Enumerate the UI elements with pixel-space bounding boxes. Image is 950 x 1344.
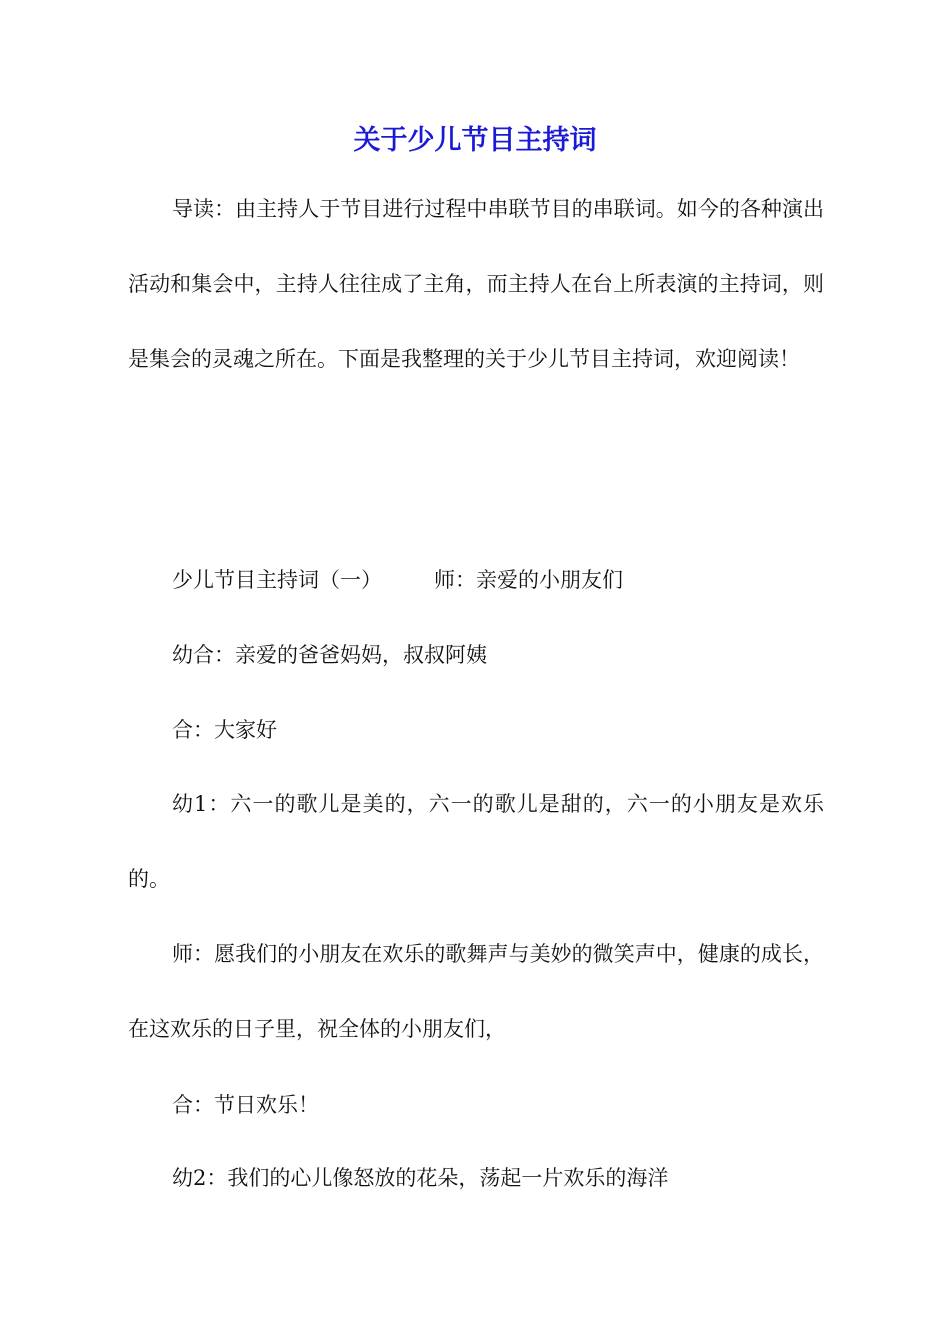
script-line: 幼2：我们的心儿像怒放的花朵，荡起一片欢乐的海洋 [172,1166,669,1190]
document-title: 关于少儿节目主持词 [353,125,597,156]
script-line: 合：节日欢乐！ [172,1093,319,1117]
intro-paragraph: 导读：由主持人于节目进行过程中串联节目的串联词。如今的各种演出活动和集会中，主持人往往成了主角，而主持人在台上所表演的主持词，则是集会的灵魂之所在。下面是我整理的关于少儿节目主持词，欢迎阅读！ [128,197,824,371]
script-paragraph: 师：愿我们的小朋友在欢乐的歌舞声与美妙的微笑声中，健康的成长，在这欢乐的日子里，祝全体的小朋友们， [128,942,824,1041]
section-first-line: 师：亲爱的小朋友们 [434,568,623,592]
section-heading-line [172,565,623,595]
section-heading: 少儿节目主持词（一） [172,568,382,592]
script-line: 幼合：亲爱的爸爸妈妈，叔叔阿姨 [172,643,487,667]
script-line: 合：大家好 [172,718,277,742]
script-paragraph: 幼1：六一的歌儿是美的，六一的歌儿是甜的，六一的小朋友是欢乐的。 [128,792,824,891]
